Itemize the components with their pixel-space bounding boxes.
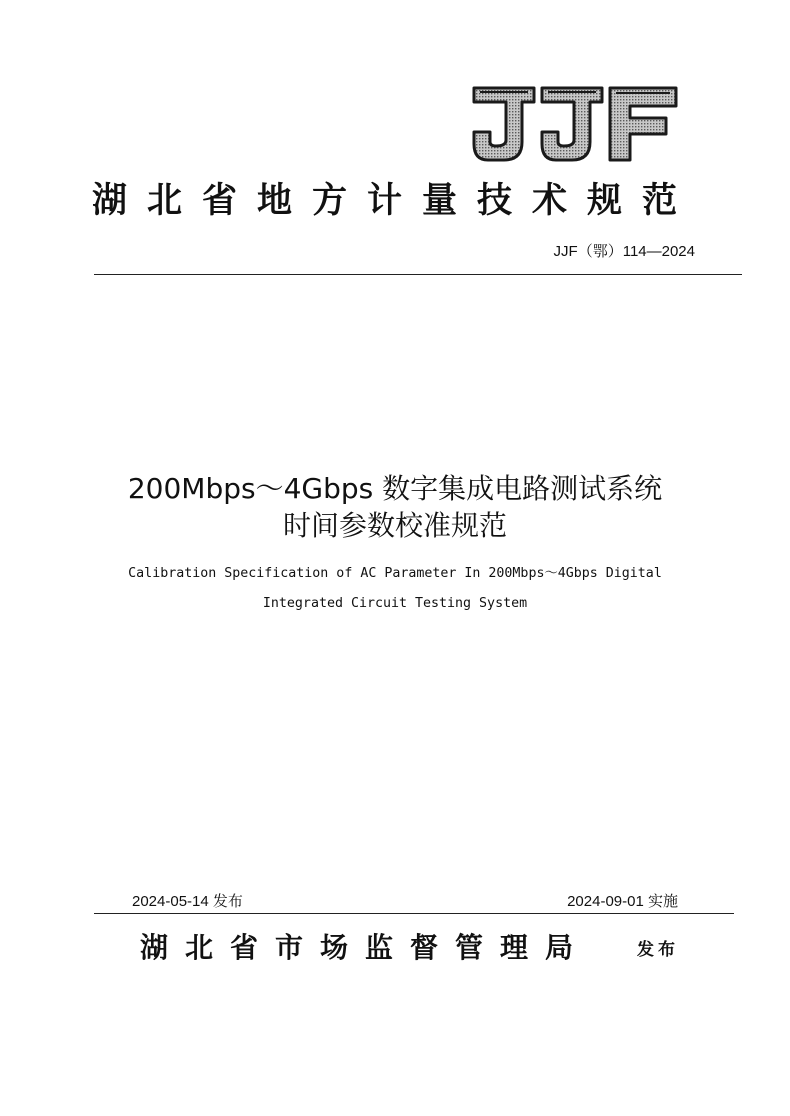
title-cn-line-2: 时间参数校准规范	[282, 509, 507, 542]
title-en-line-2: Integrated Circuit Testing System	[262, 596, 528, 611]
publish-label: 发布	[637, 940, 679, 960]
footer-divider	[94, 913, 734, 914]
publisher-name: 湖北省市场监督管理局	[140, 931, 591, 964]
jjf-logo-graphic	[470, 84, 680, 166]
header-divider	[94, 274, 742, 275]
organization-title: 湖北省地方计量技术规范	[92, 181, 698, 221]
issue-date: 2024-05-14 发布	[132, 893, 243, 910]
logo-letter-f	[610, 88, 676, 160]
jjf-logo	[470, 84, 680, 166]
logo-letter-j-2	[542, 88, 602, 160]
logo-letter-j-1	[474, 88, 534, 160]
title-cn-line-1: 200Mbps～4Gbps 数字集成电路测试系统	[127, 472, 663, 505]
implementation-date: 2024-09-01 实施	[567, 893, 678, 910]
standard-code: JJF（鄂）114—2024	[553, 243, 695, 260]
title-en-line-1: Calibration Specification of AC Parameter In 200Mbps～4Gbps Digital	[128, 566, 662, 581]
